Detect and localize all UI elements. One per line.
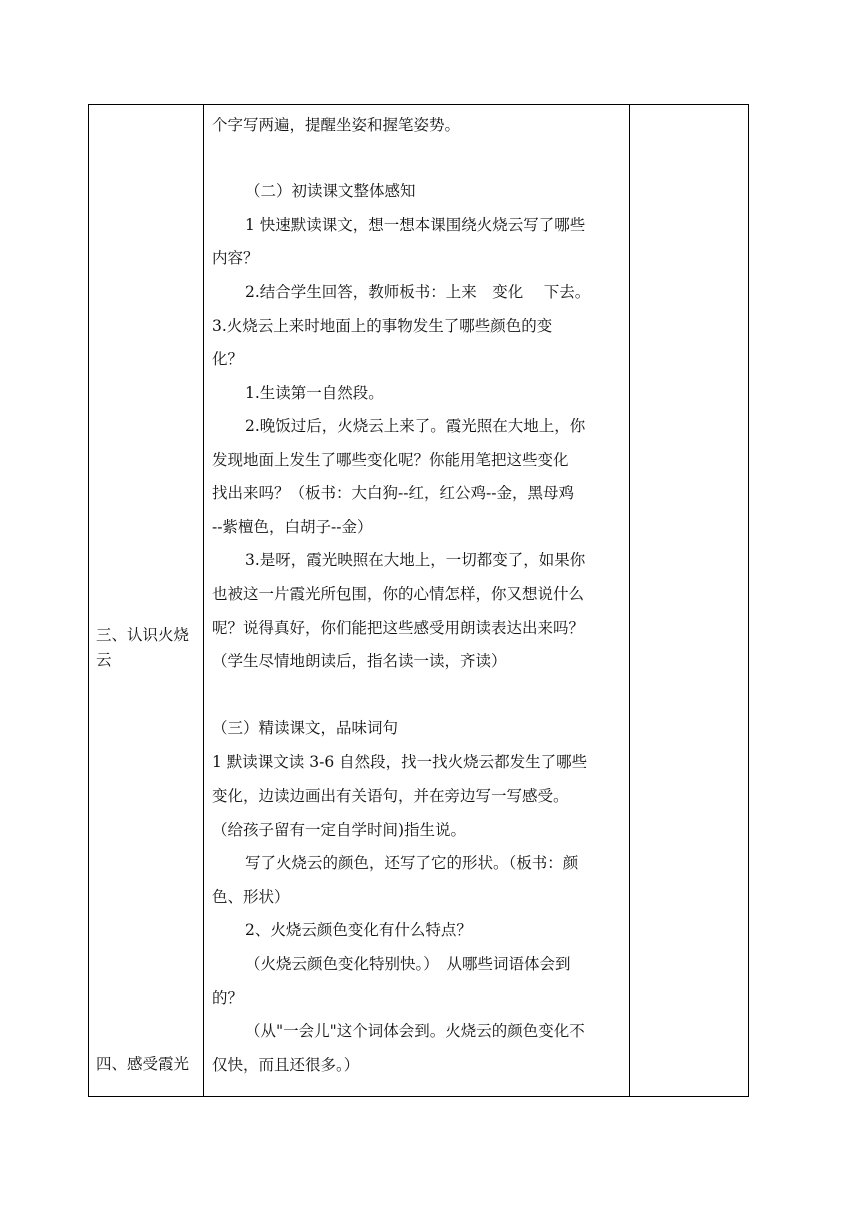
content-line: （从"一会儿"这个词体会到。火烧云的颜色变化不 <box>245 1022 585 1040</box>
content-line: 1 默读课文读 3-6 自然段，找一找火烧云都发生了哪些 <box>212 753 588 771</box>
content-line: 仅快，而且还很多。） <box>212 1056 360 1074</box>
content-line: 3.是呀，霞光映照在大地上，一切都变了，如果你 <box>245 551 586 569</box>
content-line: 2.晚饭过后，火烧云上来了。霞光照在大地上，你 <box>245 417 586 435</box>
section-heading: （二）初读课文整体感知 <box>245 182 416 200</box>
stage-label-4: 四、感受霞光 <box>96 1055 190 1073</box>
content-line: 色、形状） <box>212 888 290 906</box>
content-line: （学生尽情地朗读后，指名读一读，齐读） <box>212 652 507 670</box>
content-line: 2、火烧云颜色变化有什么特点？ <box>245 921 472 939</box>
content-line: 1 快速默读课文，想一想本课围绕火烧云写了哪些 <box>245 216 586 234</box>
content-line: 3.火烧云上来时地面上的事物发生了哪些颜色的变 <box>212 317 553 335</box>
column-divider-right <box>629 105 630 1096</box>
content-line: 2.结合学生回答，教师板书：上来 变化 下去。 <box>245 283 591 301</box>
content-line: 的？ <box>212 989 244 1007</box>
stage-label-3-line1: 三、认识火烧 <box>96 626 190 644</box>
content-line: 个字写两遍，提醒坐姿和握笔姿势。 <box>212 116 461 134</box>
column-divider-left <box>203 105 204 1096</box>
stage-label-3-line2: 云 <box>96 651 112 669</box>
section-heading: （三）精读课文，品味词句 <box>212 719 399 737</box>
content-line: （火烧云颜色变化特别快。） 从哪些词语体会到 <box>245 955 571 973</box>
content-line: 变化，边读边画出有关语句，并在旁边写一写感受。 <box>212 787 569 805</box>
content-line: 也被这一片霞光所包围，你的心情怎样，你又想说什么 <box>212 585 585 603</box>
content-line: 写了火烧云的颜色，还写了它的形状。（板书：颜 <box>245 854 579 872</box>
content-line: （给孩子留有一定自学时间)指生说。 <box>212 821 467 839</box>
content-line: 1.生读第一自然段。 <box>245 384 384 402</box>
content-line: 发现地面上发生了哪些变化呢？你能用笔把这些变化 <box>212 451 569 469</box>
content-line: 找出来吗？（板书：大白狗--红，红公鸡--金，黑母鸡 <box>212 484 574 502</box>
content-line: --紫檀色，白胡子--金） <box>212 518 373 536</box>
content-line: 内容？ <box>212 249 259 267</box>
content-line: 化？ <box>212 350 244 368</box>
content-line: 呢？说得真好，你们能把这些感受用朗读表达出来吗？ <box>212 619 585 637</box>
